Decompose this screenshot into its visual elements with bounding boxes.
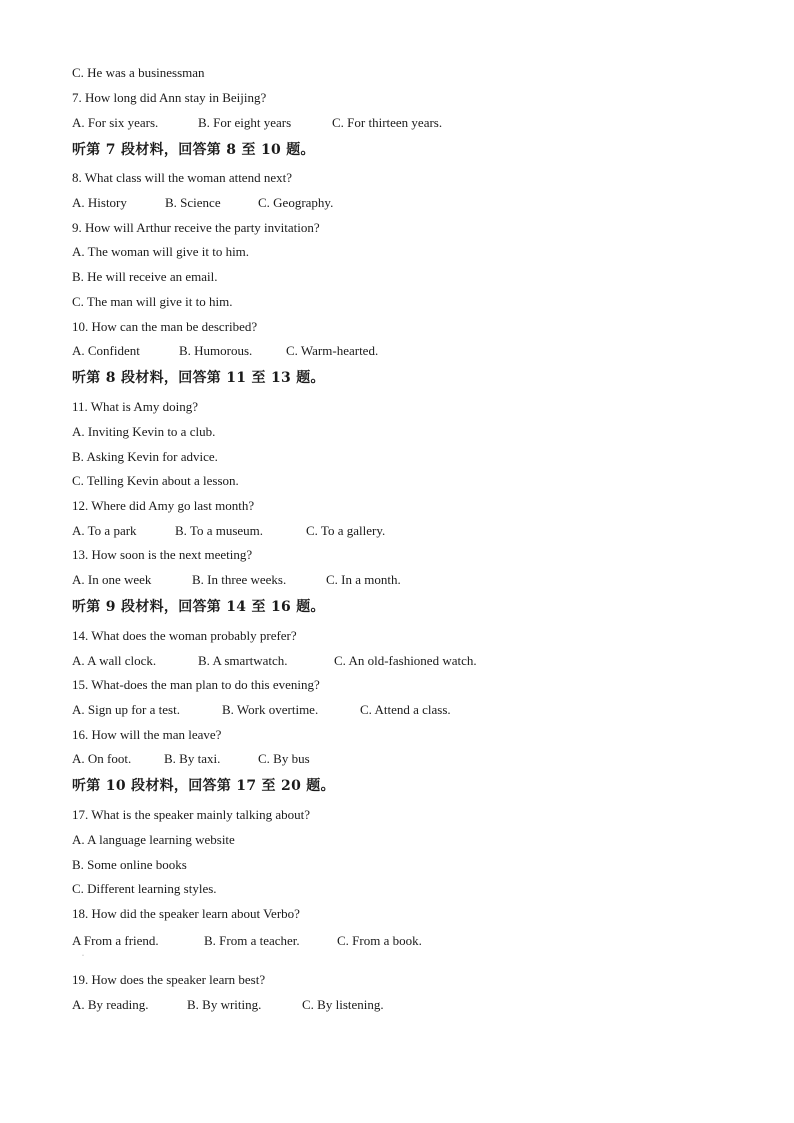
- option-a-q11: A. Inviting Kevin to a club.: [72, 424, 216, 439]
- options-q18: [72, 932, 422, 950]
- stray-mark: ·: [82, 953, 84, 959]
- option-b: B. In three weeks.: [192, 572, 287, 587]
- option-c-q9: C. The man will give it to him.: [72, 294, 233, 309]
- option-b: B. For eight years: [198, 115, 292, 130]
- option-a: A. A wall clock.: [72, 653, 157, 668]
- question-13: 13. How soon is the next meeting?: [72, 547, 253, 562]
- question-11: 11. What is Amy doing?: [72, 399, 199, 414]
- option-b: B. Humorous.: [179, 343, 253, 358]
- option-c: C. To a gallery.: [306, 523, 386, 538]
- options-q15: [72, 701, 451, 719]
- option-c: C. For thirteen years.: [332, 115, 443, 130]
- option-b-q9: B. He will receive an email.: [72, 269, 218, 284]
- option-a: A. On foot.: [72, 751, 132, 766]
- question-16: 16. How will the man leave?: [72, 727, 222, 742]
- option-b: B. By taxi.: [164, 751, 221, 766]
- option-c: C. From a book.: [337, 933, 422, 948]
- option-b: B. Work overtime.: [222, 702, 319, 717]
- option-a: A. Confident: [72, 343, 140, 358]
- section-heading-10: 听第 10 段材料，回答第 17 至 20 题。: [72, 778, 335, 794]
- option-b: B. From a teacher.: [204, 933, 300, 948]
- section-heading-8: 听第 8 段材料，回答第 11 至 13 题。: [72, 370, 325, 386]
- question-8: 8. What class will the woman attend next?: [72, 170, 292, 185]
- option-c-q11: C. Telling Kevin about a lesson.: [72, 473, 239, 488]
- options-q13: [72, 571, 401, 589]
- option-a: A. To a park: [72, 523, 137, 538]
- option-c: C. Warm-hearted.: [286, 343, 379, 358]
- option-c: C. By bus: [258, 751, 310, 766]
- options-q19: [72, 996, 384, 1014]
- option-b: B. By writing.: [187, 997, 262, 1012]
- options-q14: [72, 652, 477, 670]
- question-14: 14. What does the woman probably prefer?: [72, 628, 297, 643]
- option-b: B. To a museum.: [175, 523, 264, 538]
- option-c: C. Geography.: [258, 195, 334, 210]
- question-15: 15. What-does the man plan to do this evening?: [72, 677, 320, 692]
- option-c: C. An old-fashioned watch.: [334, 653, 477, 668]
- question-17: 17. What is the speaker mainly talking about?: [72, 807, 311, 822]
- option-b-q11: B. Asking Kevin for advice.: [72, 449, 218, 464]
- option-c: C. By listening.: [302, 997, 384, 1012]
- option-a-q9: A. The woman will give it to him.: [72, 244, 250, 259]
- question-7: 7. How long did Ann stay in Beijing?: [72, 90, 267, 105]
- option-b: B. Science: [165, 195, 221, 210]
- option-a: A. In one week: [72, 572, 152, 587]
- option-c-q17: C. Different learning styles.: [72, 881, 217, 896]
- option-b-q17: B. Some online books: [72, 857, 187, 872]
- question-12: 12. Where did Amy go last month?: [72, 498, 255, 513]
- option-a: A. History: [72, 195, 127, 210]
- section-heading-9: 听第 9 段材料，回答第 14 至 16 题。: [72, 599, 325, 615]
- question-18: 18. How did the speaker learn about Verbo?: [72, 906, 300, 921]
- option-a-q17: A. A language learning website: [72, 832, 235, 847]
- option-c: C. In a month.: [326, 572, 401, 587]
- options-q7: [72, 114, 442, 132]
- section-heading-7: 听第 7 段材料，回答第 8 至 10 题。: [72, 142, 315, 158]
- question-9: 9. How will Arthur receive the party invitation?: [72, 220, 320, 235]
- option-c: C. Attend a class.: [360, 702, 451, 717]
- option-a: A. For six years.: [72, 115, 159, 130]
- option-c-q6: C. He was a businessman: [72, 65, 205, 80]
- question-19: 19. How does the speaker learn best?: [72, 972, 266, 987]
- options-q16: [72, 750, 310, 768]
- option-a: A. Sign up for a test.: [72, 702, 180, 717]
- options-q12: [72, 522, 385, 540]
- option-b: B. A smartwatch.: [198, 653, 288, 668]
- option-a: A From a friend.: [72, 933, 159, 948]
- option-a: A. By reading.: [72, 997, 149, 1012]
- options-q10: [72, 342, 378, 360]
- options-q8: [72, 194, 333, 212]
- question-10: 10. How can the man be described?: [72, 319, 258, 334]
